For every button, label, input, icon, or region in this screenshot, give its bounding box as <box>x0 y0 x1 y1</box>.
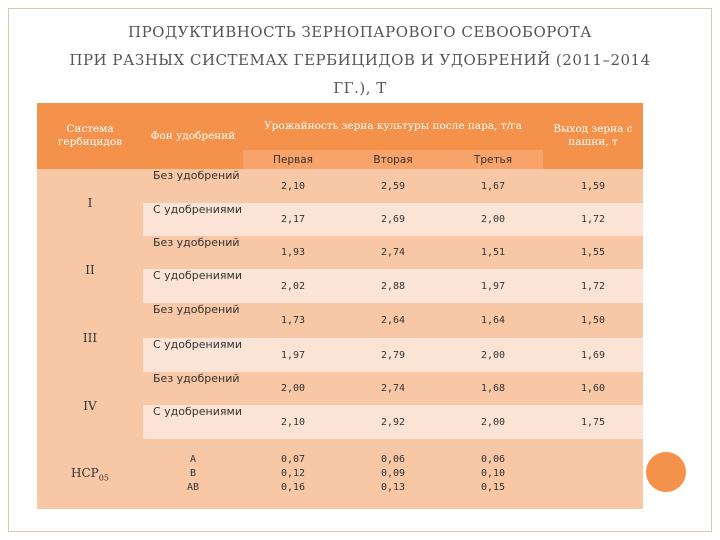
cell-second: 2,79 <box>380 349 406 361</box>
cell-output: 1,59 <box>580 180 606 192</box>
hcp-value: 0,16 <box>280 482 306 493</box>
cell-second: 2,59 <box>380 180 406 192</box>
cell-third: 2,00 <box>480 214 506 225</box>
title-line-2: ПРИ РАЗНЫХ СИСТЕМАХ ГЕРБИЦИДОВ И УДОБРЕНИЙ (2011–2014 <box>69 51 651 69</box>
cell-third: 2,00 <box>480 416 506 428</box>
cell-second: 2,92 <box>380 416 406 428</box>
cell-output: 1,50 <box>580 315 606 326</box>
system-label: IV <box>37 372 143 439</box>
slide-title <box>40 18 680 102</box>
fon-label: Без удобрений <box>153 169 240 182</box>
cell-output: 1,75 <box>580 416 606 428</box>
header-yield: Урожайность зерна культуры после пара, т/га <box>243 103 543 150</box>
hcp-value: 0,15 <box>480 482 506 493</box>
cell-first: 1,97 <box>280 349 306 361</box>
hcp-value: 0,06 <box>480 454 506 465</box>
cell-second: 2,74 <box>380 247 406 258</box>
hcp-factor: А <box>189 454 197 465</box>
cell-third: 1,68 <box>480 383 506 394</box>
decorative-circle <box>646 452 686 492</box>
hcp-factors <box>143 439 243 509</box>
cell-second: 2,69 <box>380 214 406 225</box>
hcp-output-empty <box>543 439 643 509</box>
fon-label: С удобрениями <box>153 405 242 418</box>
cell-third: 1,51 <box>480 247 506 258</box>
hcp-factor: В <box>189 468 197 479</box>
cell-first: 2,00 <box>280 383 306 394</box>
hcp-value: 0,13 <box>380 482 406 493</box>
cell-second: 2,88 <box>380 280 406 292</box>
cell-first: 2,17 <box>280 214 306 225</box>
hcp-value: 0,06 <box>380 454 406 465</box>
hcp-label-sub: 05 <box>98 473 109 483</box>
hcp-value: 0,07 <box>280 454 306 465</box>
header-fon: Фон удобрений <box>143 103 243 169</box>
system-label: II <box>37 236 143 303</box>
system-label: III <box>37 303 143 372</box>
hcp-label-text: НСР <box>71 465 99 480</box>
hcp-label <box>37 439 143 509</box>
hcp-third <box>443 439 543 509</box>
title-line-3: ГГ.), Т <box>333 79 387 97</box>
fon-label: Без удобрений <box>153 236 240 249</box>
cell-second: 2,74 <box>380 383 406 394</box>
hcp-value: 0,09 <box>380 468 406 479</box>
header-output: Выход зерна с пашни, т <box>543 103 643 169</box>
cell-output: 1,72 <box>580 214 606 225</box>
hcp-first <box>243 439 343 509</box>
cell-second: 2,64 <box>380 315 406 326</box>
cell-first: 2,02 <box>280 280 306 292</box>
fon-label: С удобрениями <box>153 338 242 351</box>
fon-label: С удобрениями <box>153 203 242 216</box>
cell-third: 1,97 <box>480 280 506 292</box>
title-line-1: ПРОДУКТИВНОСТЬ ЗЕРНОПАРОВОГО СЕВООБОРОТА <box>128 23 592 41</box>
cell-first: 2,10 <box>280 180 306 192</box>
yield-table <box>37 103 643 509</box>
hcp-factor: АВ <box>186 482 200 493</box>
fon-label: Без удобрений <box>153 372 240 385</box>
header-second: Вторая <box>343 150 443 169</box>
header-third: Третья <box>443 150 543 169</box>
cell-output: 1,69 <box>580 349 606 361</box>
hcp-value: 0,10 <box>480 468 506 479</box>
cell-output: 1,55 <box>580 247 606 258</box>
fon-label: С удобрениями <box>153 269 242 282</box>
cell-first: 1,93 <box>280 247 306 258</box>
cell-third: 1,64 <box>480 315 506 326</box>
cell-third: 2,00 <box>480 349 506 361</box>
system-label: I <box>37 169 143 236</box>
hcp-value: 0,12 <box>280 468 306 479</box>
hcp-second <box>343 439 443 509</box>
cell-output: 1,72 <box>580 280 606 292</box>
header-system: Система гербицидов <box>37 103 143 169</box>
cell-first: 1,73 <box>280 315 306 326</box>
cell-output: 1,60 <box>580 383 606 394</box>
cell-third: 1,67 <box>480 180 506 192</box>
fon-label: Без удобрений <box>153 303 240 316</box>
cell-first: 2,10 <box>280 416 306 428</box>
header-first: Первая <box>243 150 343 169</box>
